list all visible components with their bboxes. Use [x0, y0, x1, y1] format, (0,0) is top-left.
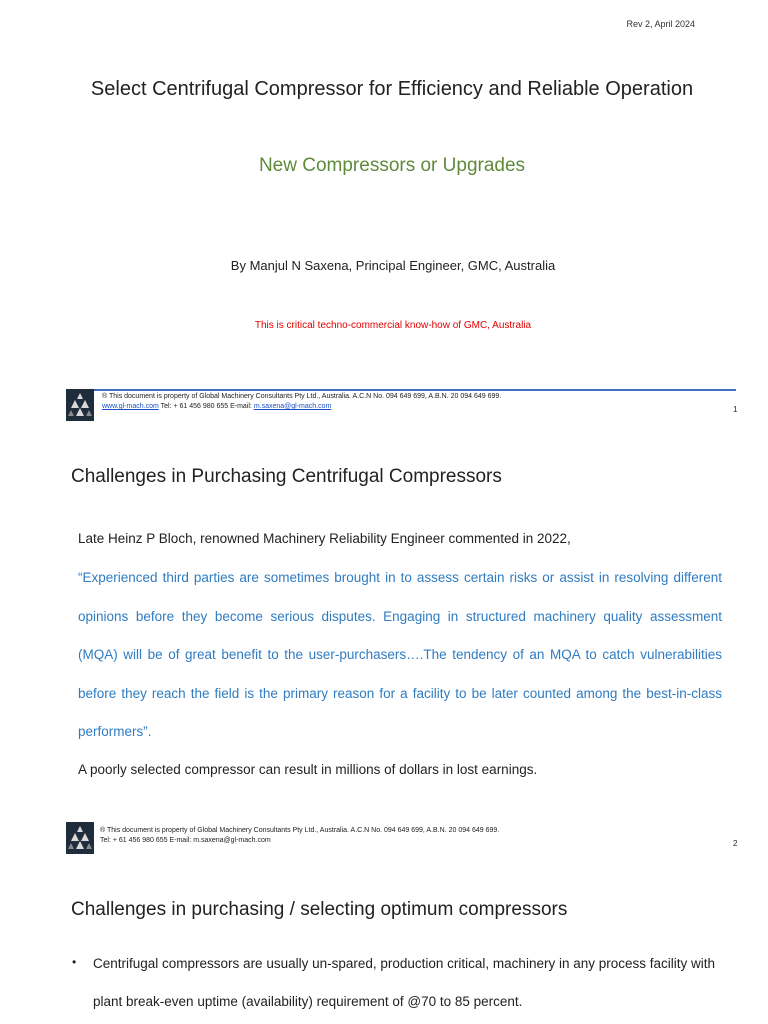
- footer-contact: Tel: + 61 456 980 655 E-mail: m.saxena@gl-mach.com: [100, 837, 271, 844]
- intro-paragraph: Late Heinz P Bloch, renowned Machinery Reliability Engineer commented in 2022,: [78, 531, 571, 546]
- footer-notice: [102, 392, 501, 412]
- revision-label: Rev 2, April 2024: [626, 19, 695, 29]
- email-link[interactable]: m.saxena@gl-mach.com: [253, 403, 332, 410]
- bloch-quote: “Experienced third parties are sometimes brought in to assess certain risks or assist in resolving different opinions before they become serious disputes. Engaging in structured machinery quality assessment (MQA) will be of great benefit to the user-purchasers….The tendency of an MQA to catch vulnerabilities before they reach the field is the primary reason for a facility to be later counted among the best-in-class performers”.: [78, 570, 722, 739]
- critical-note: This is critical techno-commercial know-how of GMC, Australia: [254, 320, 532, 331]
- bullet-marker: •: [72, 955, 77, 969]
- document-title: Select Centrifugal Compressor for Efficiency and Reliable Operation: [90, 78, 694, 100]
- document-subtitle: New Compressors or Upgrades: [258, 155, 526, 176]
- footer-tel: Tel: + 61 456 980 655 E-mail:: [158, 403, 254, 410]
- footer-contact: [102, 402, 501, 412]
- footer-divider: [94, 389, 736, 391]
- company-logo-icon: [66, 822, 94, 854]
- page-number: 2: [733, 839, 738, 848]
- footer-copyright: ® This document is property of Global Machinery Consultants Pty Ltd., Australia. A.C.N No. 094 649 699, A.B.N. 20 094 649 699.: [100, 827, 500, 834]
- company-logo-icon: [66, 389, 94, 421]
- gmc-triangle-logo-icon: [66, 389, 94, 421]
- section-heading: Challenges in purchasing / selecting optimum compressors: [71, 899, 568, 920]
- footer-notice: [100, 826, 499, 846]
- conclusion-paragraph: A poorly selected compressor can result in millions of dollars in lost earnings.: [78, 762, 538, 777]
- gmc-triangle-logo-icon: [66, 822, 94, 854]
- page-number: 1: [733, 405, 738, 414]
- website-link[interactable]: www.gl-mach.com: [102, 403, 159, 410]
- footer-copyright: ® This document is property of Global Machinery Consultants Pty Ltd., Australia. A.C.N No. 094 649 699, A.B.N. 20 094 649 699.: [102, 393, 502, 400]
- bullet-item: Centrifugal compressors are usually un-spared, production critical, machinery in any process facility with plant break-even uptime (availability) requirement of @70 to 85 percent.: [93, 956, 716, 1009]
- section-heading: Challenges in Purchasing Centrifugal Compressors: [71, 466, 502, 487]
- author-line: By Manjul N Saxena, Principal Engineer, GMC, Australia: [230, 258, 556, 273]
